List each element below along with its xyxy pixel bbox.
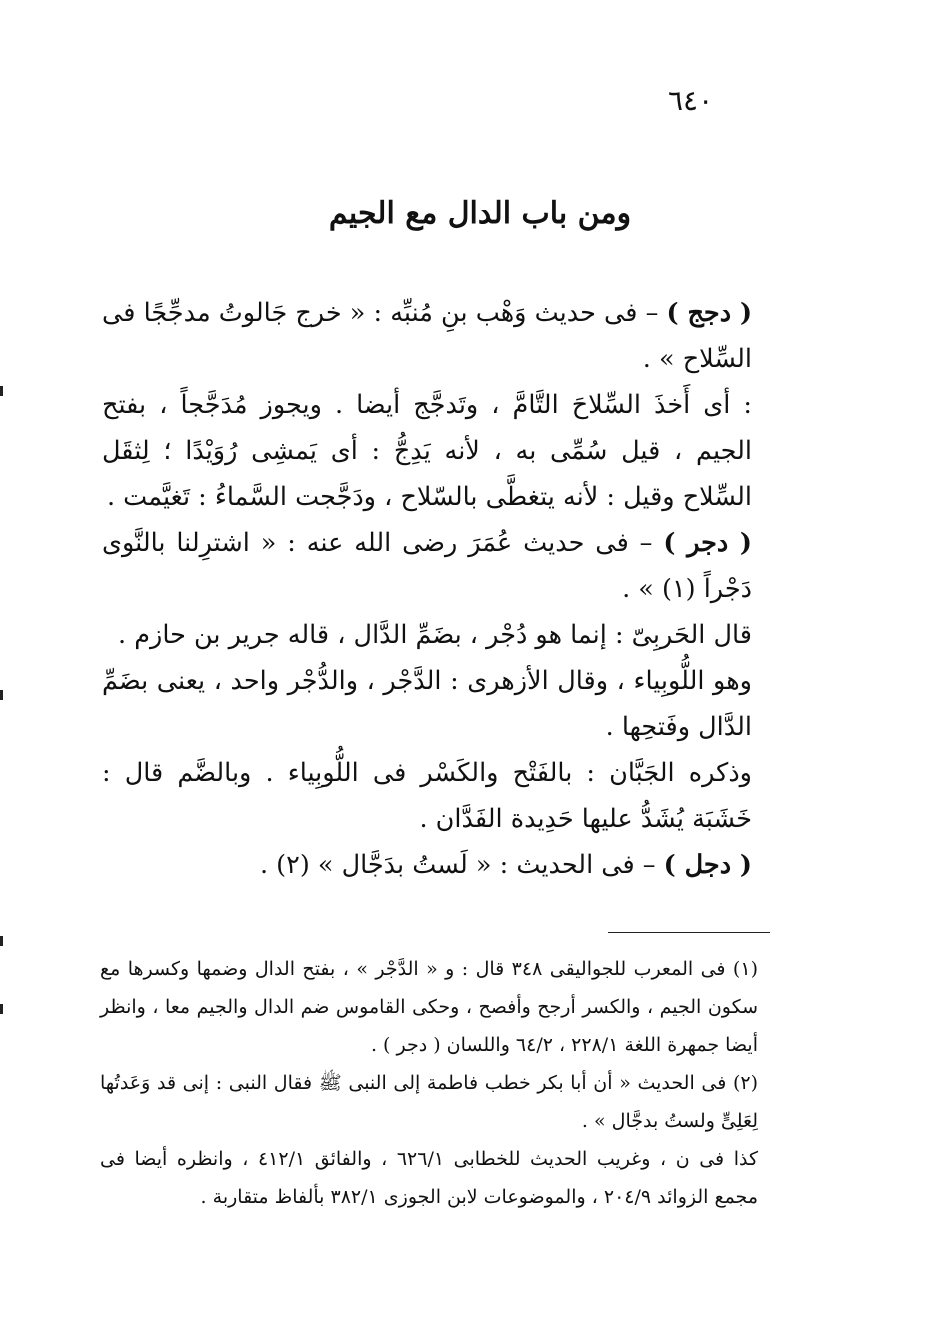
margin-mark — [0, 1004, 3, 1014]
footnote-divider — [608, 932, 770, 933]
main-text — [102, 290, 778, 888]
paragraph — [102, 290, 778, 382]
paragraph-text: – فى الحديث : « لَستُ بدَجَّال » (٢) . — [259, 850, 656, 880]
entry-headword: ( دجل ) — [663, 850, 752, 880]
paragraph — [102, 842, 778, 888]
margin-mark — [0, 936, 3, 946]
footnote: (١) فى المعرب للجواليقى ٣٤٨ قال : و « الدَّجْر » ، بفتح الدال وضمها وكسرها مع سكون الجيم ، والكسر أرجح وأفصح ، وحكى القاموس ضم الدال والجيم معا ، وانظر أيضا جمهرة اللغة ٢٢٨/١ ، ٦٤/٢ واللسان ( دجر ) . — [100, 958, 758, 1056]
paragraph: وهو اللُّوبِياء ، وقال الأزهرى : الدَّجْر ، والدُّجْر واحد ، يعنى بضَمِّ الدَّال وفَتحِها . — [102, 666, 752, 742]
paragraph-text: – فى حديث وَهْب بنِ مُنبِّه : « خرج جَالوتُ مدجِّجًا فى السِّلاح » . — [102, 298, 752, 374]
entry-headword: ( دجج ) — [666, 298, 753, 328]
footnotes — [100, 950, 776, 1216]
footnote: (٢) فى الحديث « أن أبا بكر خطب فاطمة إلى النبى ﷺ فقال النبى : إنى قد وَعَدتُها لِعَلِىٍّ ولستُ بدجَّال » . — [100, 1072, 758, 1132]
margin-mark — [0, 386, 3, 396]
section-heading: ومن باب الدال مع الجيم — [328, 196, 632, 231]
footnote-continuation: كذا فى ن ، وغريب الحديث للخطابى ٦٢٦/١ ، والفائق ٤١٢/١ ، وانظره أيضا فى مجمع الزوائد ٢٠٤/٩ ، والموضوعات لابن الجوزى ٣٨٢/١ بألفاظ متقاربة . — [100, 1148, 759, 1208]
paragraph: : أى أَخذَ السِّلاحَ التَّامَّ ، وتَدجَّج أيضا . ويجوز مُدَجَّجاً ، بفتح الجيم ، قيل سُمِّى به ، لأنه يَدِجُّ : أى يَمشِى رُوَيْدًا ؛ لِثقَل السِّلاح وقيل : لأنه يتغطَّى بالسّلاح ، ودَجَّجت السَّماءُ : تَغيَّمت . — [102, 390, 752, 512]
page-number: ٦٤٠ — [668, 84, 714, 117]
entry-headword: ( دجر ) — [663, 528, 752, 558]
paragraph: وذكره الجَبَّان : بالفَتْح والكَسْر فى اللُّوبِياء . وبالضَّم قال : خَشَبَة يُشَدُّ عليها حَدِيدة الفَدَّان . — [102, 758, 752, 834]
paragraph-text: – فى حديث عُمَرَ رضى الله عنه : « اشترِلنا بالنَّوى دَجْراً (١) » . — [102, 528, 752, 604]
margin-mark — [0, 690, 3, 700]
paragraph: قال الحَربِىّ : إنما هو دُجْر ، بضَمِّ الدَّال ، قاله جرير بن حازم . — [118, 620, 752, 650]
paragraph — [102, 520, 778, 612]
